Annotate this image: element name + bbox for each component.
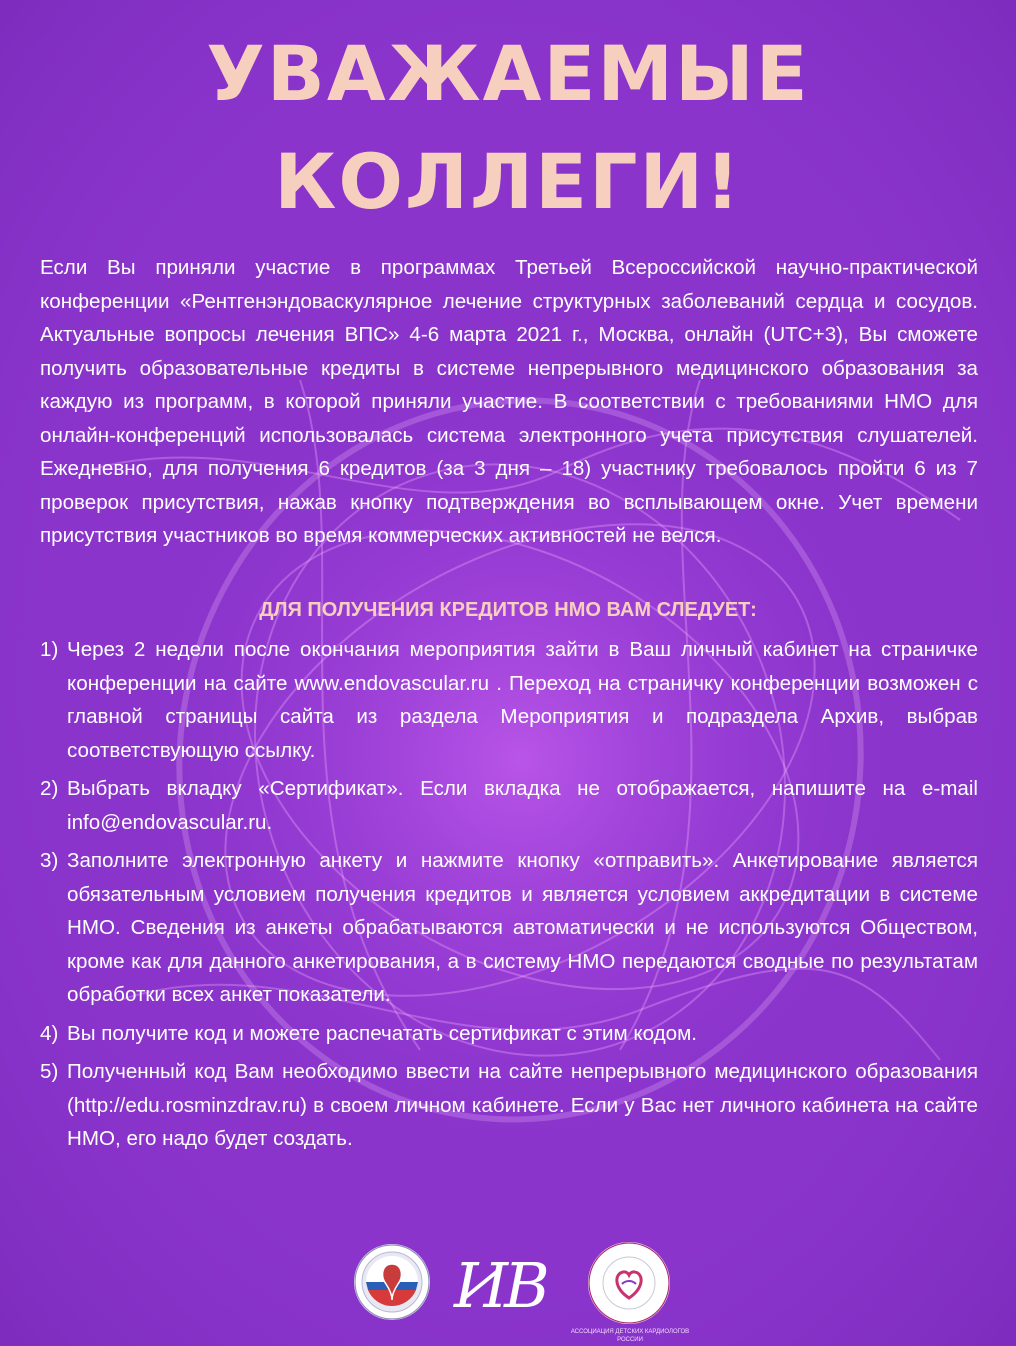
step-number: 1) <box>40 638 59 661</box>
title-line-2: КОЛЛЕГИ! <box>274 137 742 226</box>
partner-logos <box>0 1240 1016 1343</box>
step-number: 4) <box>40 1021 59 1045</box>
intro-paragraph: Если Вы приняли участие в программах Третьей Всероссийской научно-практической конференции «Рентгенэндоваскулярное лечение структурных заболеваний сердца и сосудов. Актуальные вопросы лечения ВПС» 4-6 марта 2021 г., Москва, онлайн (UTC+3), Вы сможете получить образовательные кредиты в системе непрерывного медицинского образования за каждую из программ, в которой приняли участие. В соответствии с требованиями НМО для онлайн-конференций использовалась система электронного учета присутствия слушателей. Ежедневно, для получения 6 кредитов (за 3 дня – 18) участнику требовалось пройти 6 из 7 проверок присутствия, нажав кнопку подтверждения во всплывающем окне. Учет времени присутствия участников во время коммерческих активностей не велся. <box>40 256 978 547</box>
page-title <box>0 26 1016 230</box>
step-text: Полученный код Вам необходимо ввести на сайте непрерывного медицинского образования (http://edu.rosminzdrav.ru) в своем личном кабинете. Если у Вас нет личного кабинета на сайте НМО, его надо будет создать. <box>67 1060 978 1150</box>
ib-logo <box>454 1250 570 1322</box>
step-item <box>40 1017 978 1051</box>
association-logo <box>586 1240 672 1326</box>
steps-list <box>40 633 978 1161</box>
steps-heading: ДЛЯ ПОЛУЧЕНИЯ КРЕДИТОВ НМО ВАМ СЛЕДУЕТ: <box>259 599 757 621</box>
ib-logo-text: ИВ <box>454 1249 546 1322</box>
step-item <box>40 772 978 839</box>
step-number: 2) <box>40 777 59 800</box>
step-text: Вы получите код и можете распечатать сертификат с этим кодом. <box>67 1021 698 1045</box>
step-item <box>40 1055 978 1156</box>
society-emblem-logo <box>352 1242 432 1322</box>
association-logo-caption: АССОЦИАЦИЯ ДЕТСКИХ КАРДИОЛОГОВ РОССИИ <box>570 1329 690 1343</box>
step-number: 5) <box>40 1060 59 1083</box>
step-text: Через 2 недели после окончания мероприятия зайти в Ваш личный кабинет на страничке конференции на сайте www.endovascular.ru . Переход на страничку конференции возможен с главной страницы сайта из раздела Мероприятия и подраздела Архив, выбрав соответствующую ссылку. <box>67 638 978 762</box>
step-number: 3) <box>40 849 59 872</box>
step-item <box>40 844 978 1012</box>
step-text: Заполните электронную анкету и нажмите кнопку «отправить». Анкетирование является обязательным условием получения кредитов и является условием аккредитации в системе НМО. Сведения из анкеты обрабатываются автоматически и не используются Обществом, кроме как для данного анкетирования, а в систему НМО передаются сводные по результатам обработки всех анкет показатели. <box>67 849 978 1006</box>
step-item <box>40 633 978 767</box>
title-line-1: УВАЖАЕМЫЕ <box>206 29 810 118</box>
step-text: Выбрать вкладку «Сертификат». Если вкладка не отображается, напишите на e-mail info@endovascular.ru. <box>67 777 978 834</box>
